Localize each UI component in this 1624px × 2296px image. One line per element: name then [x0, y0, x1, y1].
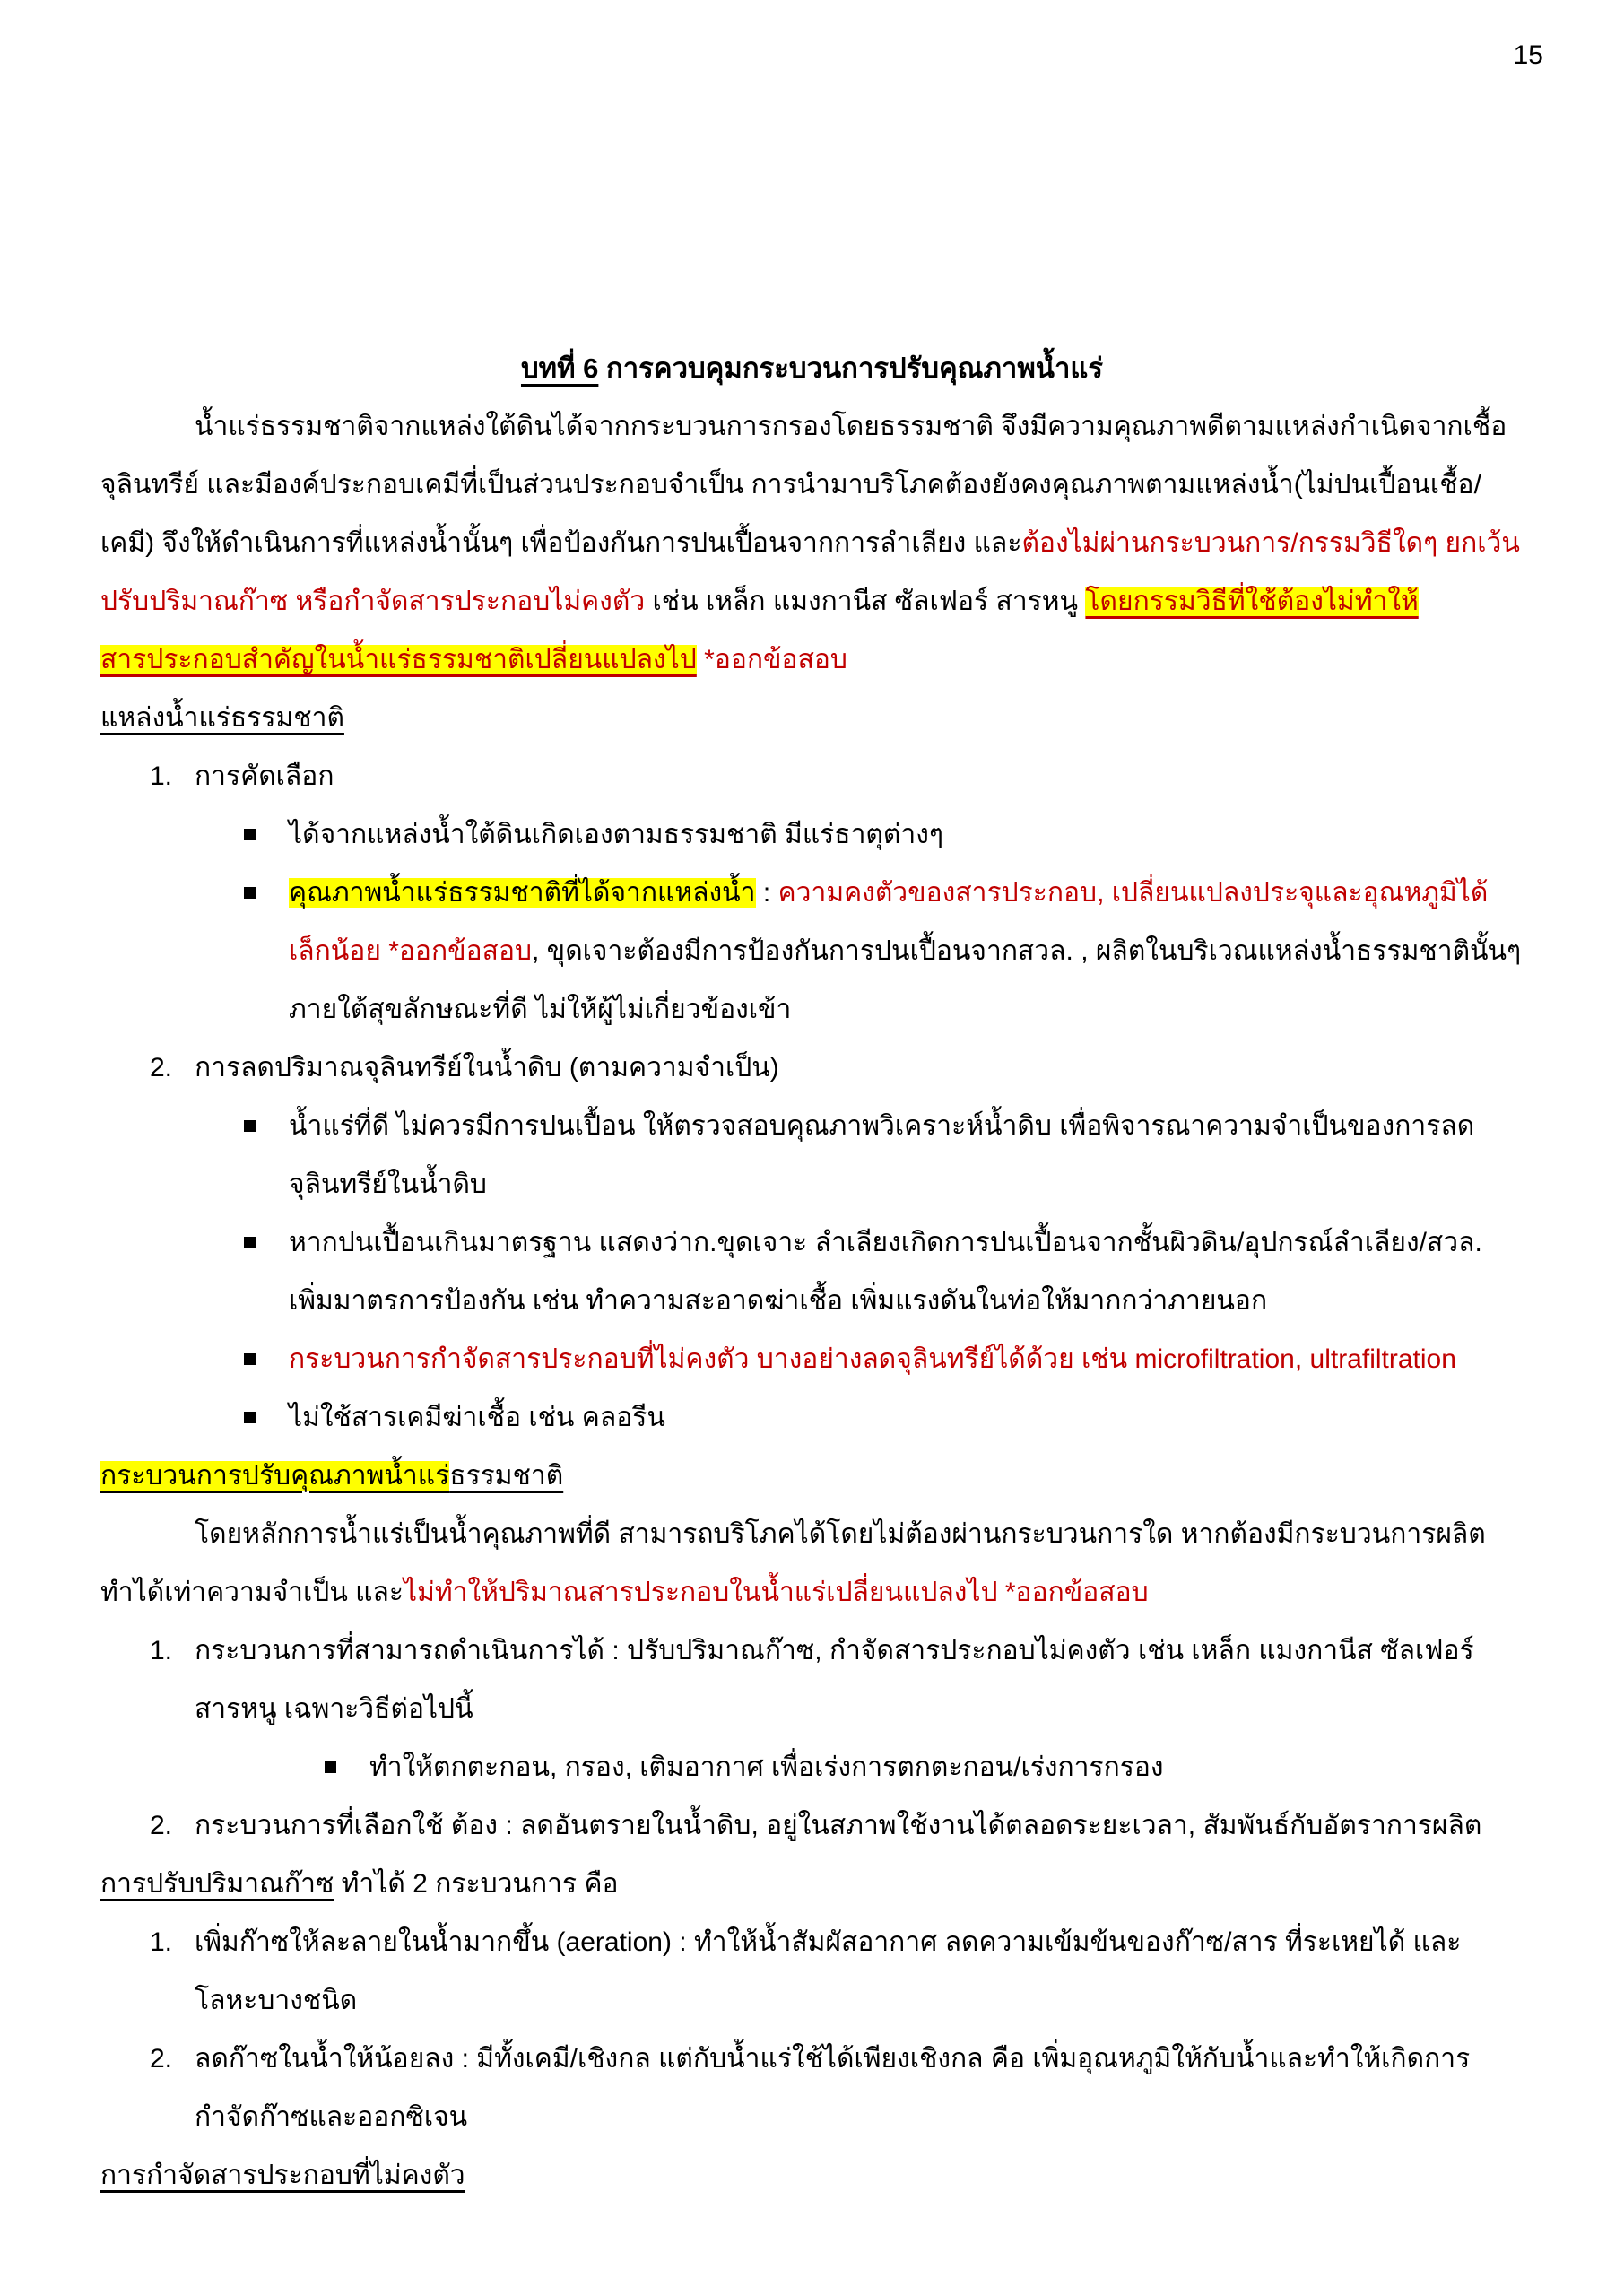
item-number: 2. — [150, 2044, 173, 2074]
bullet-item — [100, 1097, 1524, 1213]
bullet-text-black: , ขุดเจาะต้องมีการป้องกันการปนเปื้อนจากสวล. , ผลิตในบริเวณแหล่งน้ำธรรมชาตินั้นๆ ภายใต้สุขลักษณะที่ดี ไม่ให้ผู้ไม่เกี่ยวข้องเข้า — [289, 936, 1522, 1024]
bullet-square-icon — [244, 1388, 289, 1447]
section-heading-gas-underlined: การปรับปริมาณก๊าซ — [100, 1869, 334, 1899]
intro-text-red: ต้องไม่ผ่านกระบวนการ/กรรมวิธีใดๆ ยกเว้นปรับปริมาณก๊าซ หรือกำจัดสารประกอบไม่คงตัว — [100, 528, 1520, 616]
item-number: 2. — [150, 1811, 173, 1840]
process-text-red: ไม่ทำให้ปริมาณสารประกอบในน้ำแร่เปลี่ยนแปลงไป *ออกข้อสอบ — [404, 1578, 1149, 1607]
item-number: 1. — [150, 1927, 173, 1957]
numbered-item-chosen-process — [100, 1796, 1524, 1855]
item-text: กระบวนการที่เลือกใช้ ต้อง : ลดอันตรายในน้ำดิบ, อยู่ในสภาพใช้งานได้ตลอดระยะเวลา, สัมพันธ์กับอัตราการผลิต — [195, 1811, 1482, 1840]
bullet-text: ทำให้ตกตะกอน, กรอง, เติมอากาศ เพื่อเร่งการตกตะกอน/เร่งการกรอง — [369, 1752, 1164, 1782]
item-text: การลดปริมาณจุลินทรีย์ในน้ำดิบ (ตามความจำเป็น) — [195, 1053, 779, 1083]
chapter-title-text: การควบคุมกระบวนการปรับคุณภาพน้ำแร่ — [598, 352, 1104, 384]
bullet-item-sub — [100, 1738, 1524, 1796]
numbered-item-microbe-reduction — [100, 1039, 1524, 1097]
numbered-item-selection — [100, 747, 1524, 805]
bullet-item — [100, 805, 1524, 864]
item-number: 1. — [150, 1636, 173, 1665]
process-paragraph — [100, 1505, 1524, 1622]
item-number: 2. — [150, 1053, 173, 1083]
page-number: 15 — [1513, 40, 1543, 70]
intro-exam-note: *ออกข้อสอบ — [696, 645, 847, 674]
numbered-item-aeration — [100, 1913, 1524, 2030]
bullet-text: น้ำแร่ที่ดี ไม่ควรมีการปนเปื้อน ให้ตรวจสอบคุณภาพวิเคราะห์น้ำดิบ เพื่อพิจารณาความจำเป็นของการลดจุลินทรีย์ในน้ำดิบ — [289, 1111, 1475, 1199]
bullet-square-icon — [244, 1097, 289, 1213]
bullet-item — [100, 1213, 1524, 1330]
bullet-text: ได้จากแหล่งน้ำใต้ดินเกิดเองตามธรรมชาติ มีแร่ธาตุต่างๆ — [289, 820, 943, 849]
item-number: 1. — [150, 761, 173, 791]
bullet-text-separator: : — [755, 878, 778, 908]
bullet-item — [100, 1388, 1524, 1447]
bullet-square-icon — [325, 1738, 369, 1796]
section-heading-source — [100, 689, 1524, 747]
section-heading-process-highlighted: กระบวนการปรับคุณภาพน้ำแร่ — [100, 1461, 450, 1491]
item-text: กระบวนการที่สามารถดำเนินการได้ : ปรับปริมาณก๊าซ, กำจัดสารประกอบไม่คงตัว เช่น เหล็ก แมงกานีส ซัลเฟอร์ สารหนู เฉพาะวิธีต่อไปนี้ — [195, 1636, 1474, 1724]
chapter-title-number: บทที่ 6 — [520, 352, 599, 384]
bullet-item — [100, 864, 1524, 1039]
intro-paragraph — [100, 397, 1524, 689]
item-text: เพิ่มก๊าซให้ละลายในน้ำมากขึ้น (aeration) : ทำให้น้ำสัมผัสอากาศ ลดความเข้มข้นของก๊าซ/สาร ที่ระเหยได้ และโลหะบางชนิด — [195, 1927, 1462, 2015]
bullet-text-highlighted: คุณภาพน้ำแร่ธรรมชาติที่ได้จากแหล่งน้ำ — [289, 878, 756, 908]
bullet-square-icon — [244, 1213, 289, 1330]
item-text: การคัดเลือก — [195, 761, 334, 791]
bullet-square-icon — [244, 864, 289, 1039]
process-text-black: โดยหลักการน้ำแร่เป็นน้ำคุณภาพที่ดี สามารถบริโภคได้โดยไม่ต้องผ่านกระบวนการใด หากต้องมีกระบวนการผลิต ทำได้เท่าความจำเป็น และ — [100, 1519, 1486, 1607]
section-heading-process-rest: ธรรมชาติ — [449, 1461, 564, 1491]
section-heading-gas — [100, 1855, 1524, 1913]
page-content — [0, 339, 1624, 2205]
bullet-text: ไม่ใช้สารเคมีฆ่าเชื้อ เช่น คลอรีน — [289, 1403, 665, 1432]
section-heading-source-text: แหล่งน้ำแร่ธรรมชาติ — [100, 703, 344, 733]
intro-text-black: น้ำแร่ธรรมชาติจากแหล่งใต้ดินได้จากกระบวนการกรองโดยธรรมชาติ จึงมีความคุณภาพดีตามแหล่งกำเนิดจากเชื้อจุลินทรีย์ และมีองค์ประกอบเคมีที่เป็นส่วนประกอบจำเป็น การนำมาบริโภคต้องยังคงคุณภาพตามแหล่งน้ำ(ไม่ปนเปื้อนเชื้อ/เคมี) จึงให้ดำเนินการที่แหล่งน้ำนั้นๆ เพื่อป้องกันการปนเปื้อนจากการลำเลียง และ — [100, 412, 1507, 558]
section-heading-process — [100, 1447, 1524, 1505]
bullet-text: หากปนเปื้อนเกินมาตรฐาน แสดงว่าก.ขุดเจาะ ลำเลียงเกิดการปนเปื้อนจากชั้นผิวดิน/อุปกรณ์ลำเลียง/สวล. เพิ่มมาตรการป้องกัน เช่น ทำความสะอาดฆ่าเชื้อ เพิ่มแรงดันในท่อให้มากกว่าภายนอก — [289, 1228, 1482, 1316]
numbered-item-degassing — [100, 2030, 1524, 2146]
bullet-square-icon — [244, 1330, 289, 1388]
numbered-item-allowed-processes — [100, 1622, 1524, 1738]
intro-text-red-highlighted: โดยกรรมวิธีที่ใช้ต้องไม่ทำให้สารประกอบสำคัญในน้ำแร่ธรรมชาติเปลี่ยนแปลงไป — [100, 587, 1419, 674]
section-heading-unstable-compounds — [100, 2146, 1524, 2205]
bullet-item — [100, 1330, 1524, 1388]
item-text: ลดก๊าซในน้ำให้น้อยลง : มีทั้งเคมี/เชิงกล แต่กับน้ำแร่ใช้ได้เพียงเชิงกล คือ เพิ่มอุณหภูมิให้กับน้ำและทำให้เกิดการกำจัดก๊าซและออกซิเจน — [195, 2044, 1471, 2132]
bullet-text-red: ความคงตัวของสารประกอบ, เปลี่ยนแปลงประจุและอุณหภูมิได้เล็กน้อย *ออกข้อสอบ — [289, 878, 1489, 966]
bullet-square-icon — [244, 805, 289, 864]
section-heading-unstable-text: การกำจัดสารประกอบที่ไม่คงตัว — [100, 2161, 465, 2190]
bullet-text — [289, 864, 1524, 1039]
chapter-title — [100, 339, 1524, 397]
intro-text-black-2: เช่น เหล็ก แมงกานีส ซัลเฟอร์ สารหนู — [645, 587, 1086, 616]
section-heading-gas-rest: ทำได้ 2 กระบวนการ คือ — [334, 1869, 619, 1899]
bullet-text-red: กระบวนการกำจัดสารประกอบที่ไม่คงตัว บางอย่างลดจุลินทรีย์ได้ด้วย เช่น microfiltration, ultrafiltration — [289, 1344, 1456, 1374]
